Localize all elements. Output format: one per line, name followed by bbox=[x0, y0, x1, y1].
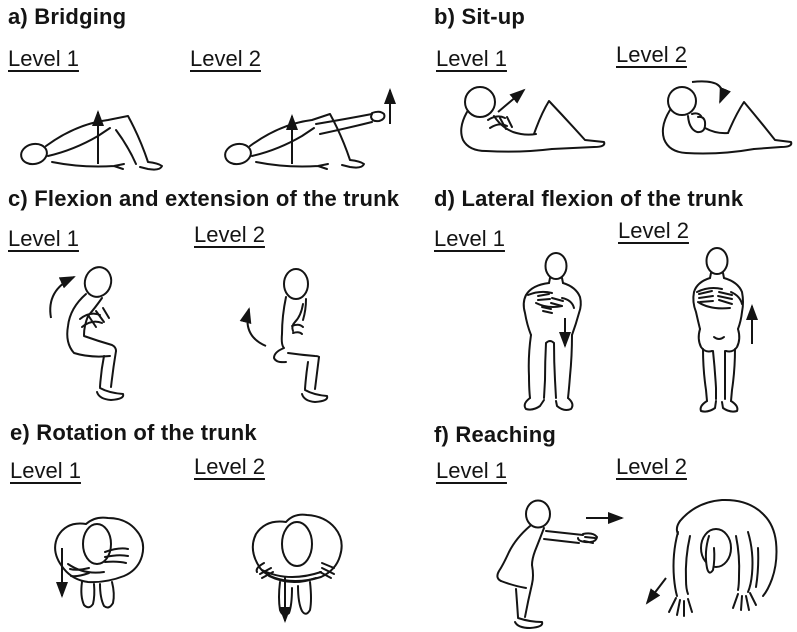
panel-e-level1-label: Level 1 bbox=[10, 458, 81, 483]
panel-d-title: d) Lateral flexion of the trunk bbox=[434, 186, 744, 211]
lateral-flexion-level2-figure bbox=[674, 240, 784, 420]
bridging-level2-figure bbox=[218, 72, 408, 182]
lateral-flexion-level1-figure bbox=[502, 246, 602, 418]
panel-c-level1-label: Level 1 bbox=[8, 226, 79, 251]
trunk-rotation-level1-figure bbox=[42, 506, 162, 618]
panel-b-title: b) Sit-up bbox=[434, 4, 525, 29]
panel-a-level2-label: Level 2 bbox=[190, 46, 261, 71]
diagonal-up-arrow-icon bbox=[498, 90, 524, 112]
panel-e-level2-label: Level 2 bbox=[194, 454, 265, 479]
panel-f-title: f) Reaching bbox=[434, 422, 556, 447]
panel-d-level1-label: Level 1 bbox=[434, 226, 505, 251]
trunk-extension-level2-figure bbox=[232, 260, 352, 410]
panel-e-title: e) Rotation of the trunk bbox=[10, 420, 257, 445]
panel-c-title: c) Flexion and extension of the trunk bbox=[8, 186, 400, 211]
panel-f-level1-label: Level 1 bbox=[436, 458, 507, 483]
reaching-level2-figure bbox=[630, 490, 797, 630]
curved-up-arrow-icon bbox=[247, 309, 266, 346]
situp-level1-figure bbox=[448, 76, 628, 184]
trunk-flexion-level1-figure bbox=[38, 256, 178, 411]
diagonal-down-arrow-icon bbox=[647, 578, 666, 603]
curved-over-back-arrow-icon bbox=[50, 277, 74, 318]
reaching-level1-figure bbox=[486, 490, 646, 630]
panel-c-level2-label: Level 2 bbox=[194, 222, 265, 247]
panel-b-level2-label: Level 2 bbox=[616, 42, 687, 67]
panel-f-level2-label: Level 2 bbox=[616, 454, 687, 479]
trunk-rotation-level2-figure bbox=[242, 508, 357, 628]
panel-a-title: a) Bridging bbox=[8, 4, 127, 29]
panel-b-level1-label: Level 1 bbox=[436, 46, 507, 71]
situp-level2-figure bbox=[648, 76, 796, 181]
bridging-level1-figure bbox=[12, 76, 207, 181]
panel-a-level1-label: Level 1 bbox=[8, 46, 79, 71]
panel-d-level2-label: Level 2 bbox=[618, 218, 689, 243]
